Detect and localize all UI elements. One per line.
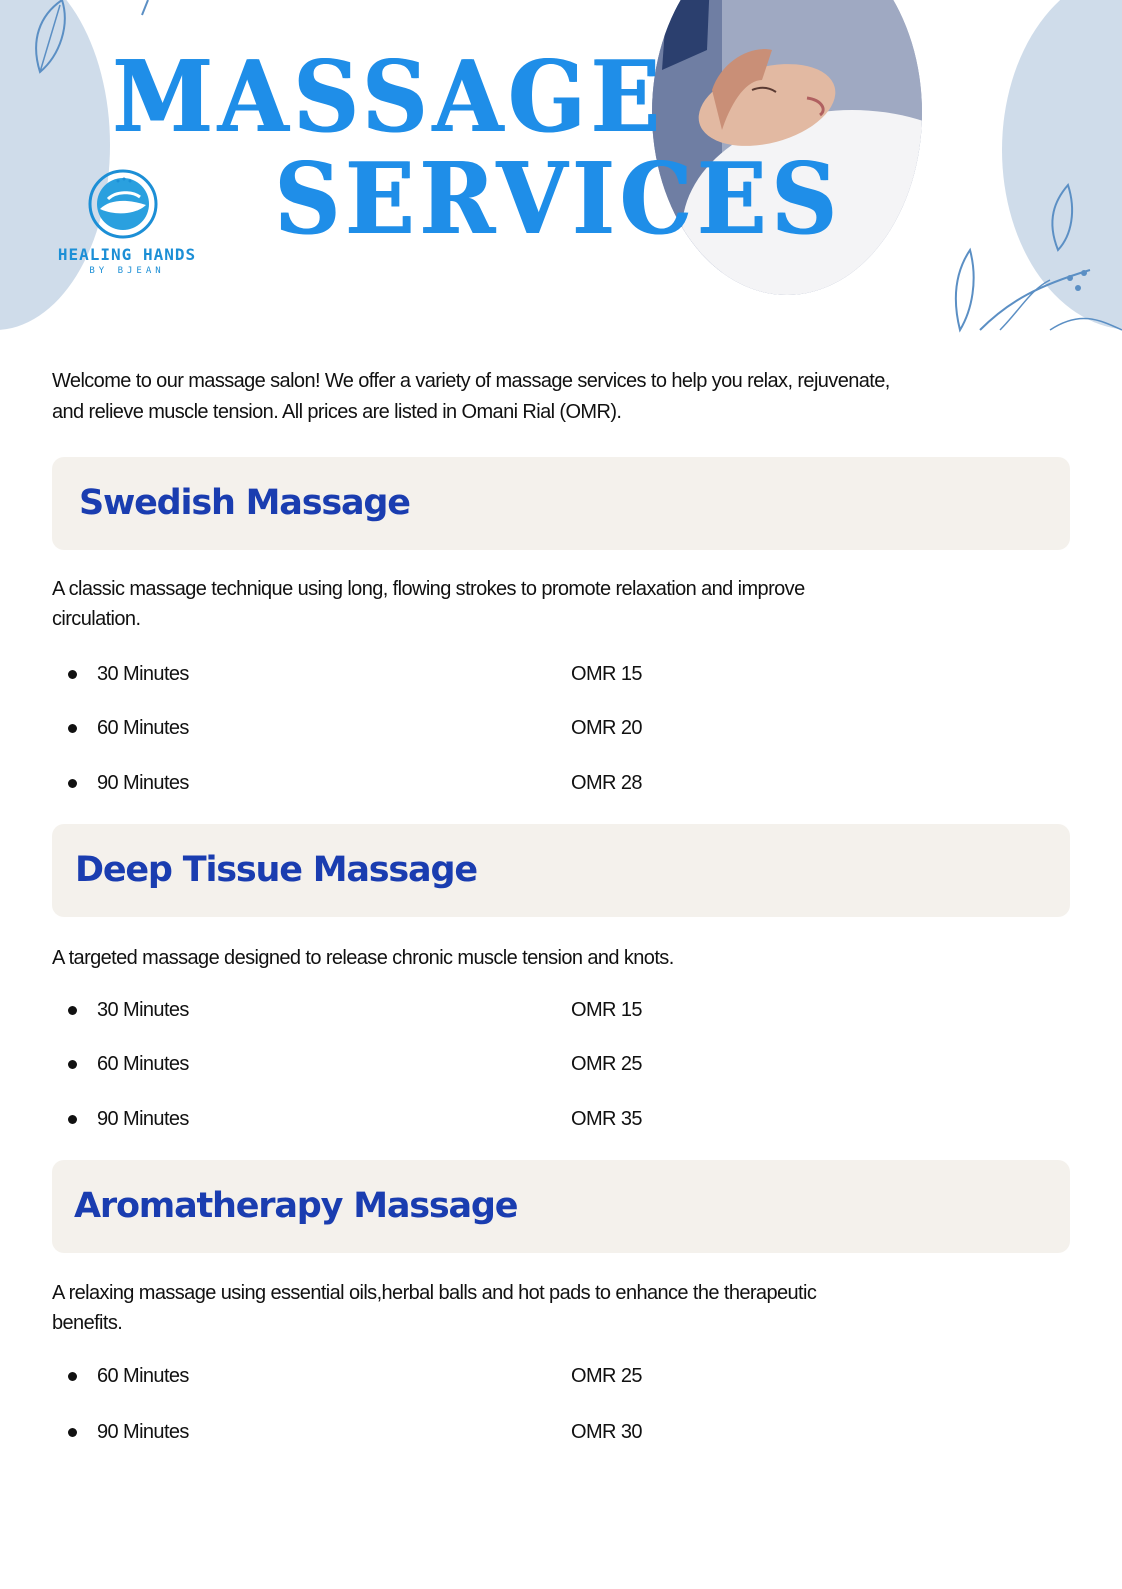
section-title: Deep Tissue Massage [75,850,477,890]
bullet-icon [68,1428,77,1437]
duration-label: 60 Minutes [97,1053,189,1075]
duration-label: 90 Minutes [97,1108,189,1130]
duration-label: 30 Minutes [97,999,189,1021]
description-line: A classic massage technique using long, flowing strokes to promote relaxation and improve [52,578,805,600]
description-line: A targeted massage designed to release chronic muscle tension and knots. [52,947,674,969]
price-value: OMR 25 [571,1365,642,1387]
duration-label: 60 Minutes [97,717,189,739]
price-list-item [68,659,668,689]
page-title-line-1: MASSAGE [112,40,665,155]
duration-label: 90 Minutes [97,772,189,794]
page-title-line-2: SERVICES [274,142,842,257]
section-title: Swedish Massage [79,483,410,523]
duration-label: 60 Minutes [97,1365,189,1387]
hands-circle-icon [88,169,158,239]
price-value: OMR 35 [571,1108,642,1130]
duration-label: 90 Minutes [97,1421,189,1443]
price-value: OMR 15 [571,999,642,1021]
price-list-item [68,1049,668,1079]
bullet-icon [68,1115,77,1124]
intro-line: and relieve muscle tension. All prices are listed in Omani Rial (OMR). [52,401,622,423]
section-description [52,943,832,973]
section-header-swedish [52,457,1070,550]
price-list-item [68,768,668,798]
bullet-icon [68,779,77,788]
description-line: A relaxing massage using essential oils,herbal balls and hot pads to enhance the therapeutic [52,1282,817,1304]
bullet-icon [68,1372,77,1381]
description-line: circulation. [52,608,141,630]
price-list-item [68,1417,668,1447]
bullet-icon [68,1060,77,1069]
duration-label: 30 Minutes [97,663,189,685]
price-value: OMR 20 [571,717,642,739]
brand-subtitle: BY BJEAN [89,266,165,276]
bullet-icon [68,1006,77,1015]
price-value: OMR 28 [571,772,642,794]
section-description [52,574,832,634]
price-value: OMR 25 [571,1053,642,1075]
price-list-item [68,1361,668,1391]
intro-paragraph [52,366,912,428]
bullet-icon [68,724,77,733]
section-header-deep-tissue [52,824,1070,917]
bullet-icon [68,670,77,679]
leaf-branch-icon [950,170,1122,336]
price-value: OMR 30 [571,1421,642,1443]
price-value: OMR 15 [571,663,642,685]
section-header-aromatherapy [52,1160,1070,1253]
brand-name: HEALING HANDS [57,245,197,264]
intro-line: Welcome to our massage salon! We offer a variety of massage services to help you relax, rejuvenate, [52,370,890,392]
brand-logo [42,165,212,285]
section-description [52,1278,832,1338]
price-list-item [68,995,668,1025]
section-title: Aromatherapy Massage [74,1186,518,1226]
price-list-item [68,1104,668,1134]
header-banner [0,0,1122,336]
description-line: benefits. [52,1312,123,1334]
price-list-item [68,713,668,743]
